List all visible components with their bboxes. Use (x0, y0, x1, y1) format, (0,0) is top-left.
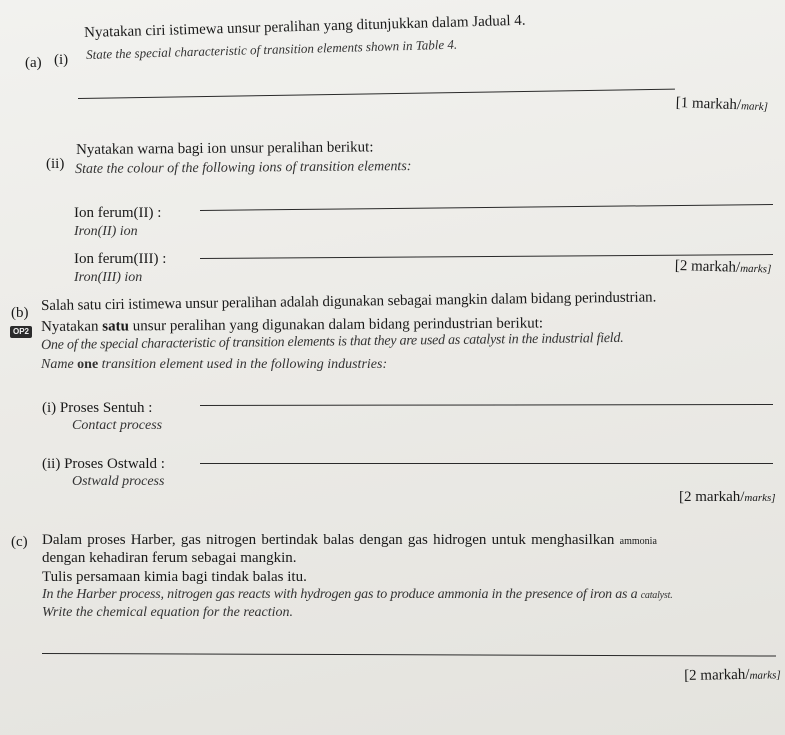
part-c-text1-english-main: In the Harber process, nitrogen gas reacts with hydrogen gas to produce ammonia in the presence of iron as a (42, 587, 638, 602)
ion2-english-label: Iron(III) ion (74, 270, 143, 285)
marks-c-en: marks] (749, 669, 781, 682)
part-b-item2-english: Ostwald process (72, 474, 165, 489)
part-c-text1-english (42, 588, 673, 602)
ion1-malay-label: Ion ferum(II) : (74, 205, 162, 221)
marks-b-num: [2 markah/ (679, 489, 745, 505)
marks-a-i-en: mark] (740, 100, 769, 114)
part-a-ii-label: (ii) (46, 156, 65, 172)
marks-c-num: [2 markah/ (683, 666, 750, 684)
part-b-text1-english: One of the special characteristic of transition elements is that they are used as catalyst in the industrial field. (40, 330, 624, 353)
part-c-text1-english-end: catalyst. (640, 590, 673, 601)
marks-b-en: marks] (744, 492, 776, 504)
part-b-text1-malay: Salah satu ciri istimewa unsur peralihan adalah digunakan sebagai mangkin dalam bidang perindustrian. (40, 289, 657, 314)
marks-a-i (675, 96, 768, 114)
part-c-text3-malay: Tulis persamaan kimia bagi tindak balas itu. (42, 569, 307, 585)
marks-a-ii-en: marks] (740, 262, 772, 276)
question-a-ii-english: State the colour of the following ions of transition elements: (74, 159, 412, 177)
marks-a-ii (675, 259, 772, 277)
question-a-i-english: State the special characteristic of transition elements shown in Table 4. (85, 36, 458, 62)
part-a-i-label: (i) (54, 52, 69, 68)
part-c-text2-english: Write the chemical equation for the reaction. (42, 605, 294, 620)
ion1-english-label: Iron(II) ion (74, 224, 138, 239)
part-b-text2-english-post: transition element used in the following industries: (98, 357, 388, 372)
question-a-ii-malay: Nyatakan warna bagi ion unsur peralihan berikut: (75, 139, 374, 158)
question-a-i-malay: Nyatakan ciri istimewa unsur peralihan yang ditunjukkan dalam Jadual 4. (83, 12, 526, 41)
part-b-text2-english (41, 358, 387, 372)
op2-badge: OP2 (10, 326, 32, 338)
marks-a-i-num: [1 markah/ (675, 95, 742, 114)
part-b-item2-malay: (ii) Proses Ostwald : (42, 456, 165, 472)
answer-line-ostwald-process[interactable] (200, 463, 773, 464)
part-b-text2-malay-post: unsur peralihan yang digunakan dalam bidang perindustrian berikut: (128, 315, 544, 335)
part-c-label: (c) (11, 534, 28, 550)
part-b-item1-malay: (i) Proses Sentuh : (42, 400, 153, 416)
part-c-text2-malay: dengan kehadiran ferum sebagai mangkin. (42, 550, 297, 566)
part-b-text2-malay-bold: satu (102, 318, 130, 335)
part-b-text2-malay-pre: Nyatakan (40, 318, 103, 335)
part-c-text1-malay (42, 533, 657, 548)
part-b-item1-english: Contact process (72, 418, 163, 433)
part-b-text2-english-bold: one (77, 357, 99, 372)
marks-a-ii-num: [2 markah/ (674, 258, 741, 276)
part-b-text2-english-pre: Name (41, 357, 78, 372)
ion2-malay-label: Ion ferum(III) : (74, 251, 167, 267)
marks-b (679, 490, 776, 505)
part-b-label: (b) (11, 305, 29, 321)
answer-line-ion1[interactable] (200, 204, 773, 211)
part-c-text1-malay-end: ammonia (619, 536, 657, 547)
answer-line-chemical-equation[interactable] (42, 653, 776, 657)
marks-c (684, 667, 781, 684)
part-c-text1-malay-main: Dalam proses Harber, gas nitrogen bertindak balas dengan gas hidrogen untuk menghasilkan (42, 532, 615, 548)
part-a-label: (a) (25, 55, 42, 71)
answer-line-a-i[interactable] (78, 89, 675, 99)
answer-line-contact-process[interactable] (200, 404, 773, 406)
